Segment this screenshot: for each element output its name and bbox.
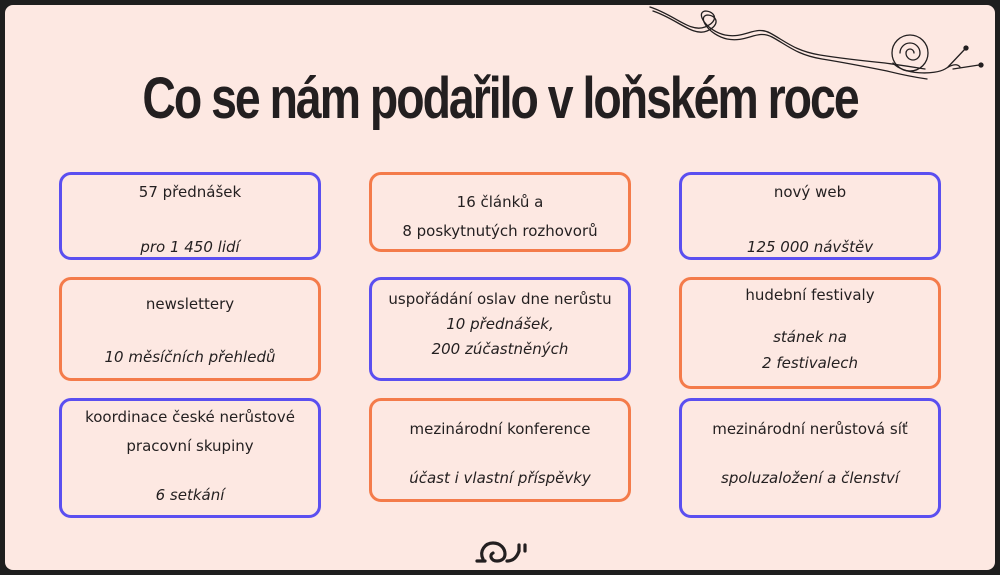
card-title: 8 poskytnutých rozhovorů xyxy=(402,222,598,240)
card-conference xyxy=(369,398,631,502)
card-detail: stánek na xyxy=(773,328,847,346)
card-detail: 125 000 návštěv xyxy=(746,238,874,256)
card-title: koordinace české nerůstové xyxy=(85,408,295,426)
card-degrowth-day xyxy=(369,277,631,381)
card-title: mezinárodní konference xyxy=(409,420,591,438)
card-articles xyxy=(369,172,631,252)
card-title: pracovní skupiny xyxy=(126,437,254,455)
card-detail: pro 1 450 lidí xyxy=(140,238,240,256)
card-lectures xyxy=(59,172,321,260)
card-title: nový web xyxy=(773,183,847,201)
card-detail: 10 měsíčních přehledů xyxy=(104,348,276,366)
card-title: mezinárodní nerůstová síť xyxy=(712,420,908,438)
card-festivals xyxy=(679,277,941,389)
card-detail: 6 setkání xyxy=(155,486,225,504)
card-title: 16 článků a xyxy=(456,193,544,211)
card-detail: účast i vlastní příspěvky xyxy=(409,469,591,487)
card-title: newslettery xyxy=(145,295,235,313)
card-network xyxy=(679,398,941,518)
card-detail: 10 přednášek, xyxy=(446,315,554,333)
page-title: Co se nám podařilo v loňském roce xyxy=(142,66,858,131)
card-working-group xyxy=(59,398,321,518)
card-newsletters xyxy=(59,277,321,381)
card-detail: 200 zúčastněných xyxy=(431,340,569,358)
card-detail: spoluzaložení a členství xyxy=(721,469,899,487)
card-title: hudební festivaly xyxy=(745,286,875,304)
logo-icon xyxy=(475,537,535,567)
card-title: uspořádání oslav dne nerůstu xyxy=(388,290,612,308)
card-web xyxy=(679,172,941,260)
card-detail: 2 festivalech xyxy=(762,354,858,372)
slide xyxy=(5,5,995,570)
card-title: 57 přednášek xyxy=(138,183,242,201)
